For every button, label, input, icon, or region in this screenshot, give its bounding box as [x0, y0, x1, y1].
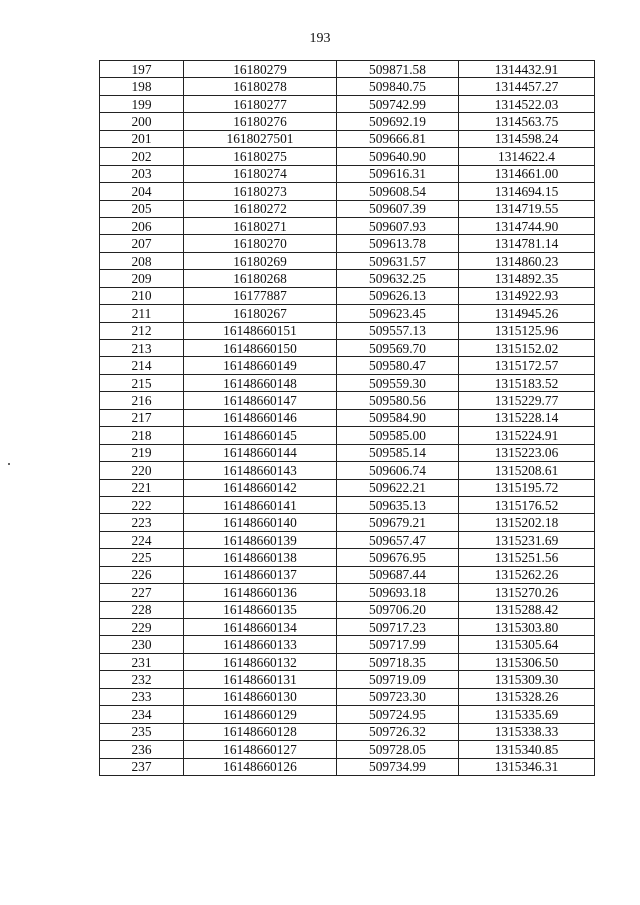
row-number-cell: 231 [100, 653, 184, 670]
x-coordinate-cell: 509726.32 [337, 723, 459, 740]
x-coordinate-cell: 509631.57 [337, 252, 459, 269]
table-row [100, 113, 595, 130]
table-row [100, 706, 595, 723]
table-row [100, 479, 595, 496]
x-coordinate-cell: 509717.99 [337, 636, 459, 653]
x-coordinate-cell: 509676.95 [337, 549, 459, 566]
row-number-cell: 235 [100, 723, 184, 740]
x-coordinate-cell: 509635.13 [337, 496, 459, 513]
row-number-cell: 217 [100, 409, 184, 426]
table-row [100, 444, 595, 461]
table-row [100, 217, 595, 234]
y-coordinate-cell: 1314694.15 [459, 183, 595, 200]
y-coordinate-cell: 1315251.56 [459, 549, 595, 566]
point-id-cell: 16148660129 [184, 706, 337, 723]
table-row [100, 636, 595, 653]
x-coordinate-cell: 509606.74 [337, 462, 459, 479]
point-id-cell: 16148660142 [184, 479, 337, 496]
point-id-cell: 16180272 [184, 200, 337, 217]
point-id-cell: 16148660133 [184, 636, 337, 653]
row-number-cell: 225 [100, 549, 184, 566]
row-number-cell: 219 [100, 444, 184, 461]
y-coordinate-cell: 1314892.35 [459, 270, 595, 287]
y-coordinate-cell: 1315231.69 [459, 531, 595, 548]
y-coordinate-cell: 1315176.52 [459, 496, 595, 513]
x-coordinate-cell: 509687.44 [337, 566, 459, 583]
point-id-cell: 16180269 [184, 252, 337, 269]
x-coordinate-cell: 509580.47 [337, 357, 459, 374]
row-number-cell: 214 [100, 357, 184, 374]
row-number-cell: 206 [100, 217, 184, 234]
table-row [100, 531, 595, 548]
y-coordinate-cell: 1314432.91 [459, 61, 595, 78]
x-coordinate-cell: 509569.70 [337, 340, 459, 357]
y-coordinate-cell: 1314563.75 [459, 113, 595, 130]
y-coordinate-cell: 1314622.4 [459, 148, 595, 165]
row-number-cell: 218 [100, 427, 184, 444]
x-coordinate-cell: 509871.58 [337, 61, 459, 78]
row-number-cell: 230 [100, 636, 184, 653]
point-id-cell: 16180267 [184, 305, 337, 322]
table-row [100, 462, 595, 479]
y-coordinate-cell: 1314661.00 [459, 165, 595, 182]
table-row [100, 653, 595, 670]
x-coordinate-cell: 509585.00 [337, 427, 459, 444]
y-coordinate-cell: 1314744.90 [459, 217, 595, 234]
table-row [100, 758, 595, 775]
x-coordinate-cell: 509657.47 [337, 531, 459, 548]
point-id-cell: 16148660139 [184, 531, 337, 548]
table-row [100, 584, 595, 601]
row-number-cell: 204 [100, 183, 184, 200]
y-coordinate-cell: 1315229.77 [459, 392, 595, 409]
y-coordinate-cell: 1315328.26 [459, 688, 595, 705]
table-row [100, 514, 595, 531]
point-id-cell: 16148660151 [184, 322, 337, 339]
coordinates-table-body [100, 61, 595, 776]
row-number-cell: 234 [100, 706, 184, 723]
x-coordinate-cell: 509585.14 [337, 444, 459, 461]
point-id-cell: 16148660128 [184, 723, 337, 740]
table-row [100, 165, 595, 182]
point-id-cell: 16148660149 [184, 357, 337, 374]
x-coordinate-cell: 509580.56 [337, 392, 459, 409]
point-id-cell: 16180278 [184, 78, 337, 95]
y-coordinate-cell: 1314781.14 [459, 235, 595, 252]
x-coordinate-cell: 509718.35 [337, 653, 459, 670]
point-id-cell: 16148660131 [184, 671, 337, 688]
y-coordinate-cell: 1314860.23 [459, 252, 595, 269]
row-number-cell: 226 [100, 566, 184, 583]
table-row [100, 183, 595, 200]
x-coordinate-cell: 509607.93 [337, 217, 459, 234]
point-id-cell: 16148660135 [184, 601, 337, 618]
table-row [100, 148, 595, 165]
row-number-cell: 227 [100, 584, 184, 601]
x-coordinate-cell: 509622.21 [337, 479, 459, 496]
x-coordinate-cell: 509717.23 [337, 619, 459, 636]
point-id-cell: 16180279 [184, 61, 337, 78]
x-coordinate-cell: 509742.99 [337, 95, 459, 112]
point-id-cell: 16180277 [184, 95, 337, 112]
table-row [100, 61, 595, 78]
point-id-cell: 16148660147 [184, 392, 337, 409]
point-id-cell: 16148660127 [184, 741, 337, 758]
point-id-cell: 16148660134 [184, 619, 337, 636]
point-id-cell: 16148660130 [184, 688, 337, 705]
point-id-cell: 16148660141 [184, 496, 337, 513]
point-id-cell: 16180270 [184, 235, 337, 252]
row-number-cell: 212 [100, 322, 184, 339]
x-coordinate-cell: 509693.18 [337, 584, 459, 601]
table-row [100, 305, 595, 322]
x-coordinate-cell: 509719.09 [337, 671, 459, 688]
table-row [100, 688, 595, 705]
table-row [100, 741, 595, 758]
row-number-cell: 229 [100, 619, 184, 636]
y-coordinate-cell: 1315172.57 [459, 357, 595, 374]
x-coordinate-cell: 509626.13 [337, 287, 459, 304]
stray-dot [8, 463, 10, 465]
y-coordinate-cell: 1314945.26 [459, 305, 595, 322]
point-id-cell: 16148660148 [184, 374, 337, 391]
x-coordinate-cell: 509623.45 [337, 305, 459, 322]
y-coordinate-cell: 1315202.18 [459, 514, 595, 531]
row-number-cell: 200 [100, 113, 184, 130]
row-number-cell: 211 [100, 305, 184, 322]
point-id-cell: 16148660126 [184, 758, 337, 775]
table-row [100, 287, 595, 304]
x-coordinate-cell: 509640.90 [337, 148, 459, 165]
y-coordinate-cell: 1314522.03 [459, 95, 595, 112]
x-coordinate-cell: 509728.05 [337, 741, 459, 758]
table-row [100, 322, 595, 339]
x-coordinate-cell: 509724.95 [337, 706, 459, 723]
y-coordinate-cell: 1314598.24 [459, 130, 595, 147]
page-number: 193 [309, 31, 331, 46]
point-id-cell: 16148660144 [184, 444, 337, 461]
y-coordinate-cell: 1315346.31 [459, 758, 595, 775]
table-row [100, 95, 595, 112]
x-coordinate-cell: 509679.21 [337, 514, 459, 531]
y-coordinate-cell: 1315228.14 [459, 409, 595, 426]
row-number-cell: 216 [100, 392, 184, 409]
y-coordinate-cell: 1315223.06 [459, 444, 595, 461]
y-coordinate-cell: 1315340.85 [459, 741, 595, 758]
point-id-cell: 16148660150 [184, 340, 337, 357]
table-row [100, 427, 595, 444]
table-row [100, 357, 595, 374]
x-coordinate-cell: 509666.81 [337, 130, 459, 147]
table-row [100, 392, 595, 409]
row-number-cell: 201 [100, 130, 184, 147]
point-id-cell: 16180276 [184, 113, 337, 130]
table-row [100, 78, 595, 95]
y-coordinate-cell: 1315183.52 [459, 374, 595, 391]
y-coordinate-cell: 1315195.72 [459, 479, 595, 496]
x-coordinate-cell: 509734.99 [337, 758, 459, 775]
x-coordinate-cell: 509840.75 [337, 78, 459, 95]
point-id-cell: 16180273 [184, 183, 337, 200]
row-number-cell: 215 [100, 374, 184, 391]
table-row [100, 200, 595, 217]
point-id-cell: 16148660146 [184, 409, 337, 426]
y-coordinate-cell: 1315335.69 [459, 706, 595, 723]
table-row [100, 723, 595, 740]
row-number-cell: 202 [100, 148, 184, 165]
row-number-cell: 221 [100, 479, 184, 496]
point-id-cell: 1618027501 [184, 130, 337, 147]
point-id-cell: 16148660137 [184, 566, 337, 583]
x-coordinate-cell: 509706.20 [337, 601, 459, 618]
x-coordinate-cell: 509557.13 [337, 322, 459, 339]
y-coordinate-cell: 1315152.02 [459, 340, 595, 357]
point-id-cell: 16148660138 [184, 549, 337, 566]
row-number-cell: 232 [100, 671, 184, 688]
point-id-cell: 16148660143 [184, 462, 337, 479]
row-number-cell: 224 [100, 531, 184, 548]
table-row [100, 130, 595, 147]
row-number-cell: 210 [100, 287, 184, 304]
x-coordinate-cell: 509559.30 [337, 374, 459, 391]
point-id-cell: 16180268 [184, 270, 337, 287]
point-id-cell: 16177887 [184, 287, 337, 304]
point-id-cell: 16180274 [184, 165, 337, 182]
y-coordinate-cell: 1314922.93 [459, 287, 595, 304]
row-number-cell: 233 [100, 688, 184, 705]
coordinates-table [99, 60, 595, 776]
table-row [100, 409, 595, 426]
y-coordinate-cell: 1315208.61 [459, 462, 595, 479]
point-id-cell: 16148660145 [184, 427, 337, 444]
table-row [100, 566, 595, 583]
point-id-cell: 16148660132 [184, 653, 337, 670]
row-number-cell: 197 [100, 61, 184, 78]
y-coordinate-cell: 1315262.26 [459, 566, 595, 583]
table-row [100, 252, 595, 269]
table-row [100, 340, 595, 357]
table-row [100, 601, 595, 618]
row-number-cell: 209 [100, 270, 184, 287]
x-coordinate-cell: 509607.39 [337, 200, 459, 217]
y-coordinate-cell: 1315309.30 [459, 671, 595, 688]
table-row [100, 671, 595, 688]
row-number-cell: 203 [100, 165, 184, 182]
row-number-cell: 223 [100, 514, 184, 531]
x-coordinate-cell: 509608.54 [337, 183, 459, 200]
x-coordinate-cell: 509613.78 [337, 235, 459, 252]
point-id-cell: 16180275 [184, 148, 337, 165]
y-coordinate-cell: 1315125.96 [459, 322, 595, 339]
y-coordinate-cell: 1315270.26 [459, 584, 595, 601]
table-row [100, 496, 595, 513]
y-coordinate-cell: 1314719.55 [459, 200, 595, 217]
row-number-cell: 207 [100, 235, 184, 252]
table-row [100, 270, 595, 287]
table-row [100, 549, 595, 566]
row-number-cell: 222 [100, 496, 184, 513]
row-number-cell: 213 [100, 340, 184, 357]
row-number-cell: 199 [100, 95, 184, 112]
y-coordinate-cell: 1315224.91 [459, 427, 595, 444]
row-number-cell: 198 [100, 78, 184, 95]
row-number-cell: 237 [100, 758, 184, 775]
row-number-cell: 228 [100, 601, 184, 618]
y-coordinate-cell: 1315338.33 [459, 723, 595, 740]
y-coordinate-cell: 1315306.50 [459, 653, 595, 670]
table-row [100, 235, 595, 252]
x-coordinate-cell: 509616.31 [337, 165, 459, 182]
table-row [100, 619, 595, 636]
row-number-cell: 220 [100, 462, 184, 479]
row-number-cell: 208 [100, 252, 184, 269]
table-row [100, 374, 595, 391]
row-number-cell: 236 [100, 741, 184, 758]
y-coordinate-cell: 1315305.64 [459, 636, 595, 653]
x-coordinate-cell: 509692.19 [337, 113, 459, 130]
point-id-cell: 16180271 [184, 217, 337, 234]
x-coordinate-cell: 509723.30 [337, 688, 459, 705]
y-coordinate-cell: 1315288.42 [459, 601, 595, 618]
x-coordinate-cell: 509632.25 [337, 270, 459, 287]
x-coordinate-cell: 509584.90 [337, 409, 459, 426]
y-coordinate-cell: 1314457.27 [459, 78, 595, 95]
row-number-cell: 205 [100, 200, 184, 217]
point-id-cell: 16148660140 [184, 514, 337, 531]
point-id-cell: 16148660136 [184, 584, 337, 601]
y-coordinate-cell: 1315303.80 [459, 619, 595, 636]
